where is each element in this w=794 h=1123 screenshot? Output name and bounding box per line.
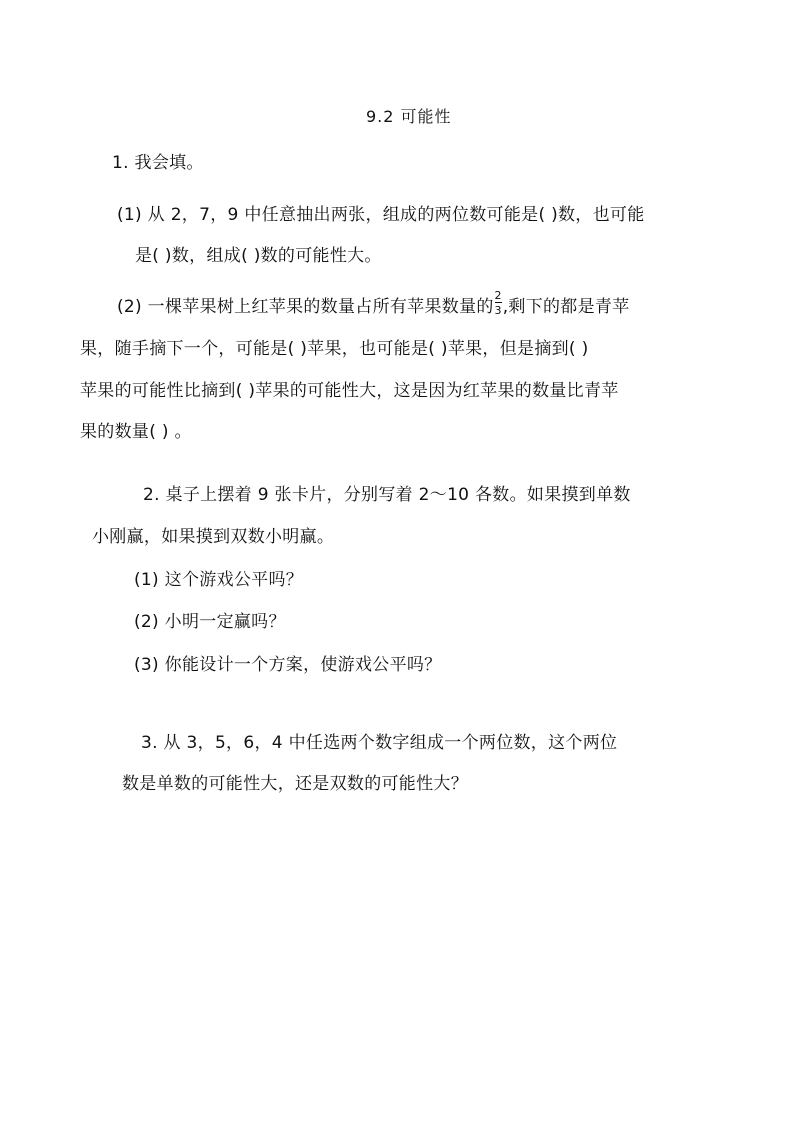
q1-2-text-pre: (2) 一棵苹果树上红苹果的数量占所有苹果数量的 xyxy=(117,297,494,317)
question-2-sub-3: (3) 你能设计一个方案，使游戏公平吗？ xyxy=(134,655,442,675)
page-title: 9.2 可能性 xyxy=(366,107,452,126)
question-3-line-2: 数是单数的可能性大，还是双数的可能性大？ xyxy=(122,774,468,794)
fraction-bar xyxy=(495,302,502,303)
question-1-heading: 1. 我会填。 xyxy=(112,153,204,173)
q1-1-line-2: 是( )数，组成( )数的可能性大。 xyxy=(135,246,382,266)
question-2-sub-1: (1) 这个游戏公平吗？ xyxy=(134,570,304,590)
q1-2-line-2: 果，随手摘下一个，可能是( )苹果，也可能是( )苹果，但是摘到( ) xyxy=(80,339,589,359)
fraction-two-thirds xyxy=(494,289,503,318)
q1-2-line-3: 苹果的可能性比摘到( )苹果的可能性大，这是因为红苹果的数量比青苹 xyxy=(80,381,619,401)
fraction-numerator: 2 xyxy=(494,289,502,302)
question-2-sub-2: (2) 小明一定赢吗？ xyxy=(134,612,286,632)
q1-2-text-post: ,剩下的都是青苹 xyxy=(502,297,630,317)
question-2-line-1: 2. 桌子上摆着 9 张卡片，分别写着 2～10 各数。如果摸到单数 xyxy=(143,485,631,505)
fraction-denominator: 3 xyxy=(494,304,502,317)
question-3-line-1: 3. 从 3，5，6，4 中任选两个数字组成一个两位数，这个两位 xyxy=(141,733,618,753)
q1-2-line-1 xyxy=(117,289,630,318)
question-2-line-2: 小刚赢，如果摸到双数小明赢。 xyxy=(92,527,335,547)
q1-2-line-4: 果的数量( ) 。 xyxy=(80,422,192,442)
q1-1-line-1: (1) 从 2，7，9 中任意抽出两张，组成的两位数可能是( )数，也可能 xyxy=(117,205,645,225)
